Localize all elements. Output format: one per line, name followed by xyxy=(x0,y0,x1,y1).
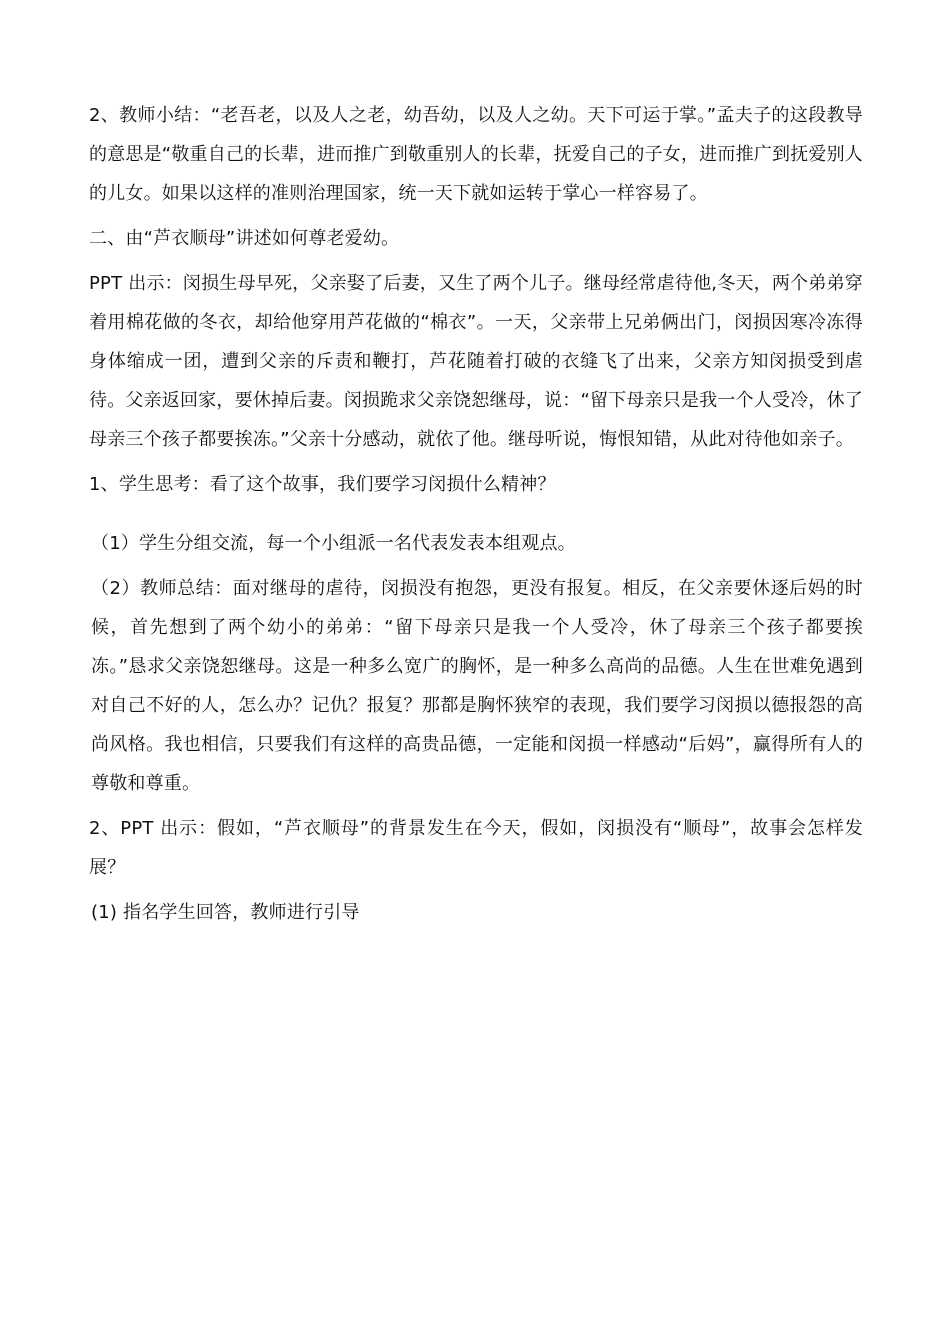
paragraph-student-answer: (1) 指名学生回答，教师进行引导 xyxy=(91,902,360,923)
paragraph-ppt-question: 2、PPT 出示：假如，“芦衣顺母”的背景发生在今天，假如，闵损没有“顺母”，故事会怎样发展？ xyxy=(89,818,863,878)
section-heading-two: 二、由“芦衣顺母”讲述如何尊老爱幼。 xyxy=(89,228,400,249)
paragraph-student-thinking: 1、学生思考：看了这个故事，我们要学习闵损什么精神？ xyxy=(89,474,556,495)
paragraph-teacher-conclusion: （2）教师总结：面对继母的虐待，闵损没有抱怨，更没有报复。相反，在父亲要休逐后妈的时候，首先想到了两个幼小的弟弟：“留下母亲只是我一个人受冷，休了母亲三个孩子都要挨冻。”恳求父亲饶恕继母。这是一种多么宽广的胸怀，是一种多么高尚的品德。人生在世难免遇到对自己不好的人，怎么办？记仇？报复？那都是胸怀狭窄的表现，我们要学习闵损以德报怨的高尚风格。我也相信，只要我们有这样的高贵品德，一定能和闵损一样感动“后妈”，赢得所有人的尊敬和尊重。 xyxy=(91,578,863,794)
paragraph-ppt-story: PPT 出示：闵损生母早死，父亲娶了后妻，又生了两个儿子。继母经常虐待他,冬天，两个弟弟穿着用棉花做的冬衣，却给他穿用芦花做的“棉衣”。一天，父亲带上兄弟俩出门，闵损因寒冷冻得身体缩成一团，遭到父亲的斥责和鞭打，芦花随着打破的衣缝飞了出来，父亲方知闵损受到虐待。父亲返回家，要休掉后妻。闵损跪求父亲饶恕继母，说：“留下母亲只是我一个人受冷，休了母亲三个孩子都要挨冻。”父亲十分感动，就依了他。继母听说，悔恨知错，从此对待他如亲子。 xyxy=(89,273,863,450)
paragraph-teacher-summary: 2、教师小结：“老吾老，以及人之老，幼吾幼，以及人之幼。天下可运于掌。”孟夫子的这段教导的意思是“敬重自己的长辈，进而推广到敬重别人的长辈，抚爱自己的子女，进而推广到抚爱别人的儿女。如果以这样的准则治理国家，统一天下就如运转于掌心一样容易了。 xyxy=(89,105,863,204)
paragraph-group-discussion: （1）学生分组交流，每一个小组派一名代表发表本组观点。 xyxy=(91,533,576,554)
document-body xyxy=(89,96,863,932)
